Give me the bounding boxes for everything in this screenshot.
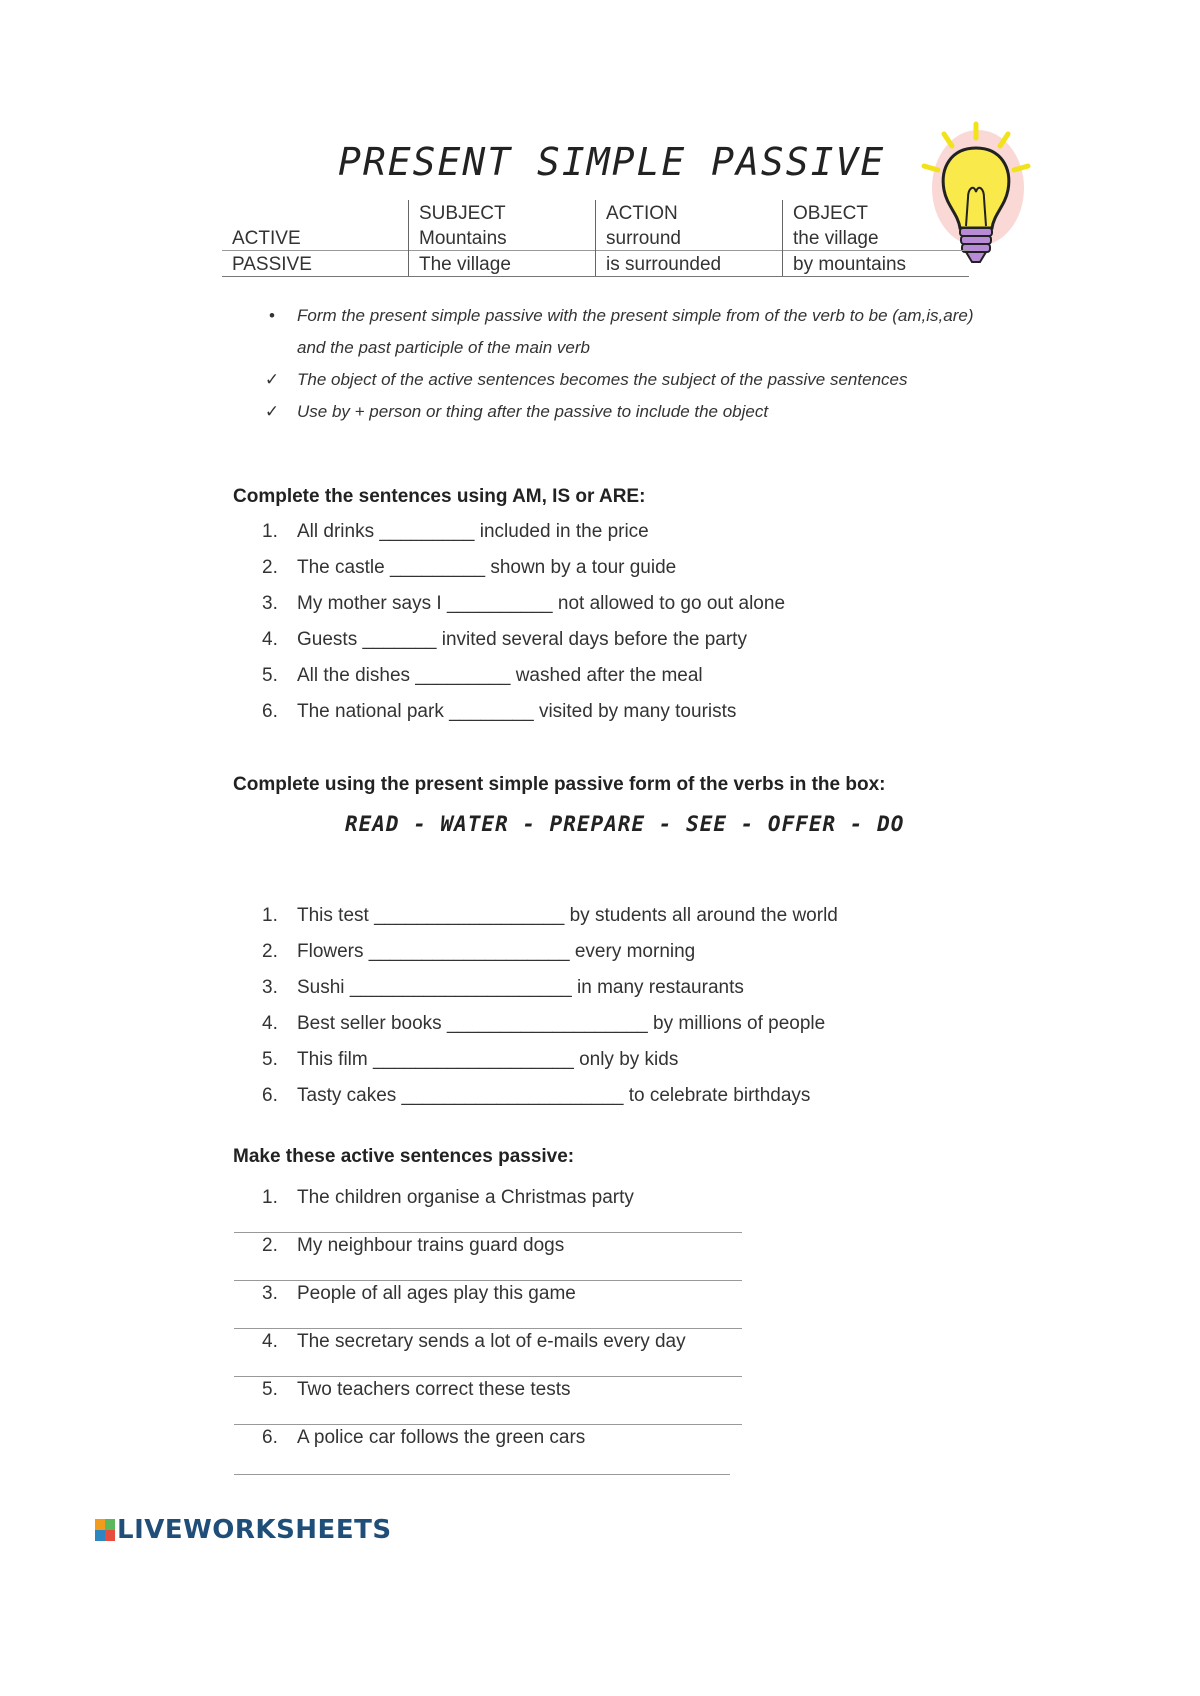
- checkmark-icon: ✓: [264, 370, 280, 389]
- grammar-rules: [262, 300, 982, 428]
- list-item: 1. This test __________________ by students all around the world: [262, 905, 838, 926]
- rule-item: [262, 396, 982, 428]
- answer-blank[interactable]: _____________________: [401, 1085, 624, 1106]
- answer-blank[interactable]: _________: [389, 557, 486, 578]
- checkmark-icon: ✓: [264, 402, 280, 421]
- table-cell: [222, 200, 409, 225]
- list-item: 3. My mother says I __________ not allowed to go out alone: [262, 593, 786, 614]
- table-cell: surround: [596, 225, 783, 251]
- answer-blank[interactable]: _________: [379, 521, 475, 542]
- answer-line[interactable]: [234, 1328, 742, 1329]
- rule-item: [262, 364, 982, 396]
- table-header-action: ACTION: [596, 200, 783, 225]
- verb-box: READ - WATER - PREPARE - SEE - OFFER - DO: [345, 812, 905, 836]
- logo-text: LIVEWORKSHEETS: [117, 1515, 392, 1545]
- list-item: 5. All the dishes _________ washed after the meal: [262, 665, 703, 686]
- table-cell: the village: [783, 225, 970, 251]
- answer-blank[interactable]: _____________________: [349, 977, 572, 998]
- list-item: 6. Tasty cakes _____________________ to celebrate birthdays: [262, 1085, 811, 1106]
- answer-blank[interactable]: ___________________: [368, 941, 570, 962]
- bullet-icon: •: [269, 306, 275, 325]
- list-item: 3. Sushi _____________________ in many restaurants: [262, 977, 744, 998]
- rule-text: The object of the active sentences becomes the subject of the passive sentences: [297, 370, 908, 389]
- rule-text: Form the present simple passive with the present simple from of the verb to be (am,is,are) and the past participle of the main verb: [297, 306, 974, 357]
- rule-item: [262, 300, 982, 364]
- answer-blank[interactable]: ___________________: [446, 1013, 648, 1034]
- table-row: [222, 225, 969, 251]
- table-cell: ACTIVE: [232, 228, 301, 249]
- answer-blank[interactable]: __________: [446, 593, 553, 614]
- exercise2-heading: Complete using the present simple passive form of the verbs in the box:: [233, 774, 886, 795]
- list-item: 4. Guests _______ invited several days before the party: [262, 629, 747, 650]
- answer-blank[interactable]: __________________: [374, 905, 565, 926]
- answer-blank[interactable]: _________: [415, 665, 511, 686]
- logo-mark-icon: [95, 1519, 115, 1541]
- table-cell: is surrounded: [596, 251, 783, 277]
- answer-line[interactable]: [234, 1474, 730, 1475]
- list-item: 2. The castle _________ shown by a tour guide: [262, 557, 677, 578]
- rule-text: Use by + person or thing after the passive to include the object: [297, 402, 769, 421]
- table-cell: PASSIVE: [222, 251, 409, 277]
- exercise1-list: [262, 514, 785, 730]
- list-item: 2. Flowers ___________________ every morning: [262, 941, 696, 962]
- list-item: 4. Best seller books ___________________ by millions of people: [262, 1013, 826, 1034]
- grammar-table: [222, 200, 969, 277]
- answer-line[interactable]: [234, 1424, 742, 1425]
- list-item: 6. The national park ________ visited by many tourists: [262, 701, 737, 722]
- exercise3-heading: Make these active sentences passive:: [233, 1146, 575, 1167]
- table-cell: Mountains: [409, 225, 596, 251]
- liveworksheets-logo: [95, 1515, 392, 1545]
- table-header-row: [222, 200, 969, 225]
- answer-line[interactable]: [234, 1280, 742, 1281]
- exercise1-heading: Complete the sentences using AM, IS or ARE:: [233, 486, 646, 507]
- exercise2-list: [262, 898, 838, 1114]
- list-item: 5. This film ___________________ only by kids: [262, 1049, 679, 1070]
- answer-blank[interactable]: ___________________: [373, 1049, 574, 1070]
- answer-blank[interactable]: _______: [362, 629, 437, 650]
- table-row: [222, 251, 969, 277]
- table-header-object: OBJECT: [783, 200, 970, 225]
- page-title: PRESENT SIMPLE PASSIVE: [338, 140, 886, 184]
- list-item: 1. All drinks _________ included in the price: [262, 521, 649, 542]
- table-cell: by mountains: [783, 251, 970, 277]
- answer-line[interactable]: [234, 1232, 742, 1233]
- table-header-subject: SUBJECT: [409, 200, 596, 225]
- answer-blank[interactable]: ________: [449, 701, 534, 722]
- table-cell: The village: [409, 251, 596, 277]
- answer-line[interactable]: [234, 1376, 742, 1377]
